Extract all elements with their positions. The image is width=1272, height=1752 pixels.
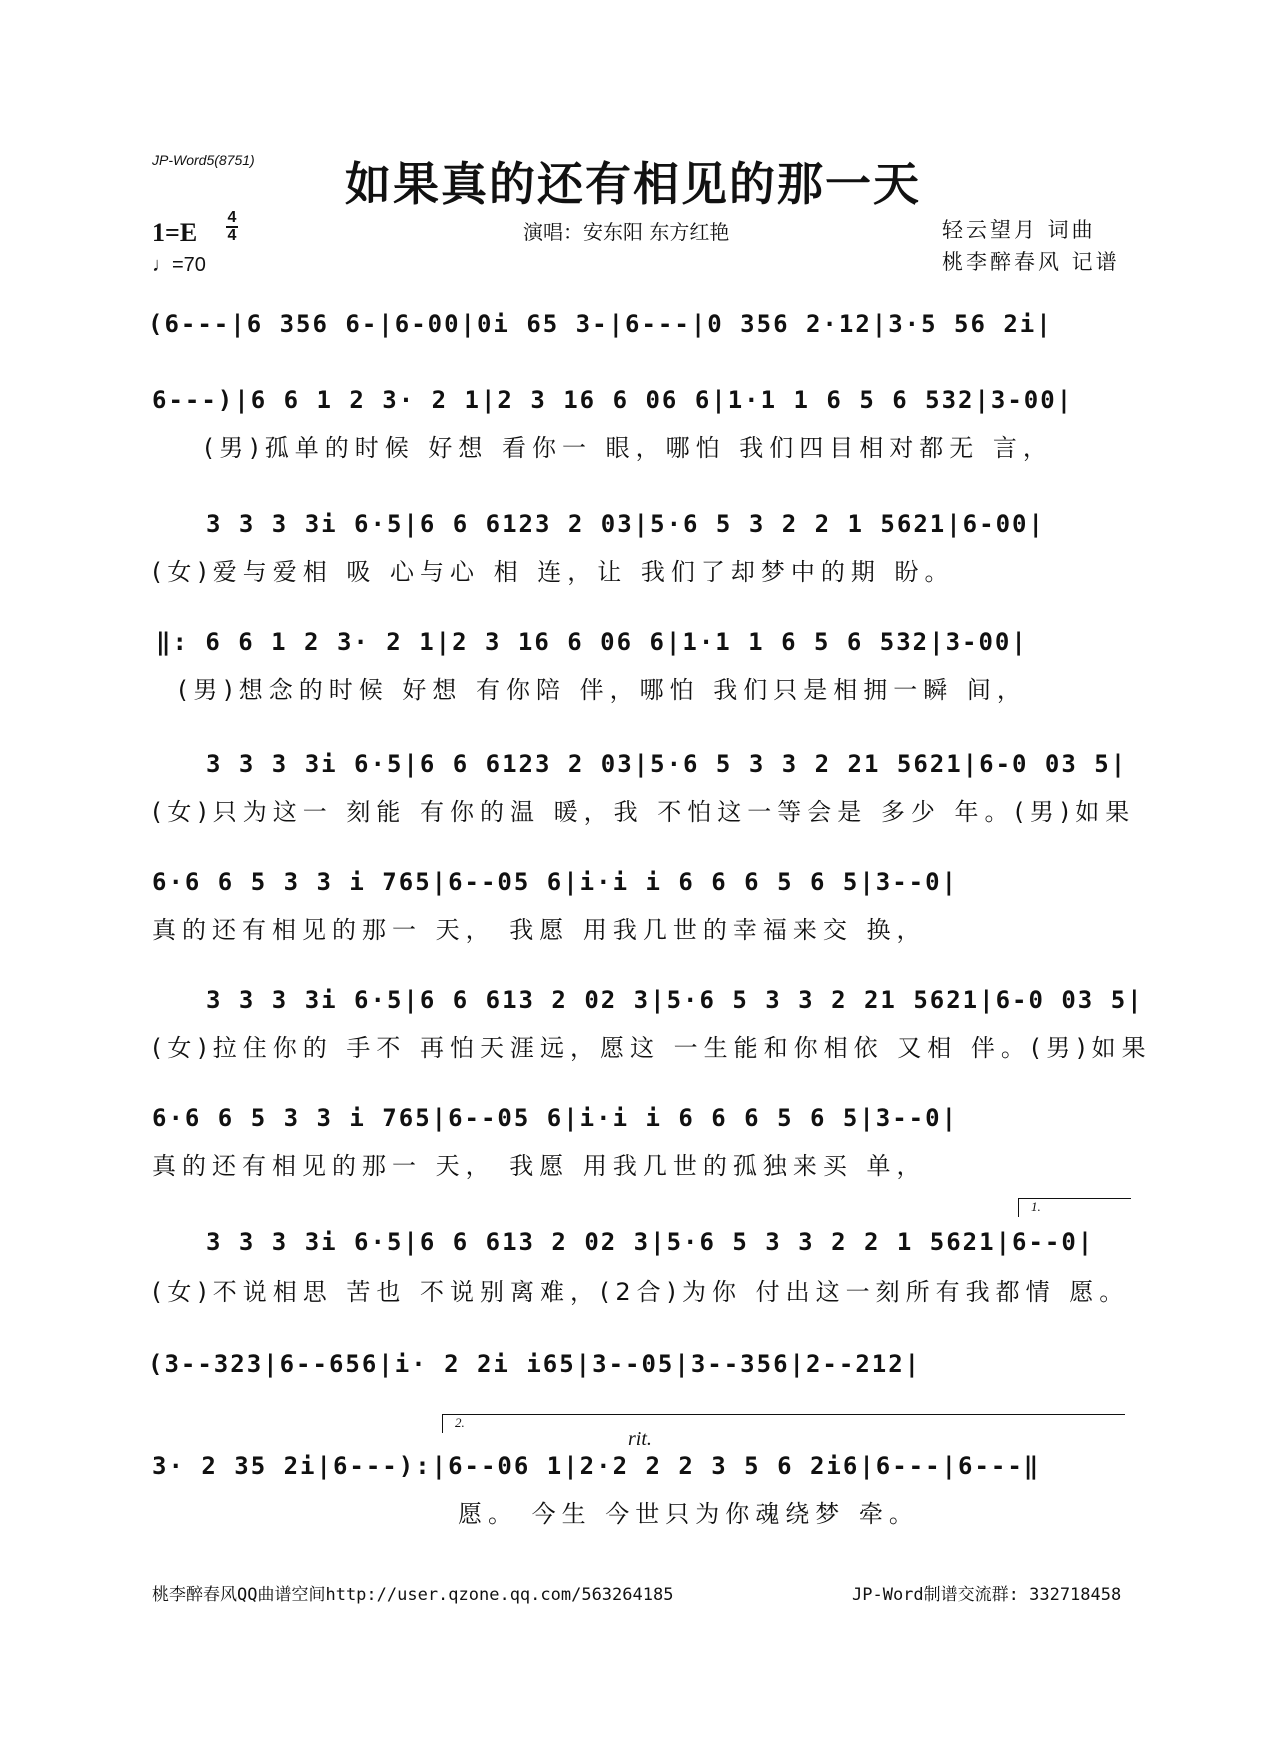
score-line-8: 6·6 6 5 3 3 i 765|6--05 6|i·i i 6 6 6 5 6 5|3--0| bbox=[152, 1104, 959, 1132]
score-line-10: (3--323|6--656|i· 2 2i i65|3--05|3--356|2--212| bbox=[148, 1350, 922, 1378]
lyrics-line-4: (男)想念的时候 好想 有你陪 伴，哪怕 我们只是相拥一瞬 间， bbox=[178, 676, 1027, 704]
time-signature-bottom: 4 bbox=[227, 227, 237, 244]
lyrics-line-7: (女)拉住你的 手不 再怕天涯远，愿这 一生能和你相依 又相 伴。(男)如果 bbox=[152, 1034, 1152, 1062]
score-line-9: 3 3 3 3i 6·5|6 6 613 2 02 3|5·6 5 3 3 2 2 1 5621|6--0| bbox=[206, 1228, 1095, 1256]
footer-right: JP-Word制谱交流群: 332718458 bbox=[852, 1585, 1122, 1605]
lyrics-line-9: (女)不说相思 苦也 不说别离难，(2合)为你 付出这一刻所有我都情 愿。 bbox=[152, 1278, 1130, 1306]
lyrics-line-6: 真的还有相见的那一 天， 我愿 用我几世的幸福来交 换， bbox=[152, 916, 927, 944]
time-signature-top: 4 bbox=[227, 209, 237, 226]
key-signature: 1=E bbox=[152, 218, 198, 247]
tempo-marking: ♩=70 bbox=[152, 254, 206, 276]
score-line-3: 3 3 3 3i 6·5|6 6 6123 2 03|5·6 5 3 2 2 1 5621|6-00| bbox=[206, 510, 1045, 538]
volta-1: 1. bbox=[1018, 1198, 1131, 1217]
volta-2: 2. bbox=[442, 1414, 1125, 1433]
footer-left: 桃李醉春风QQ曲谱空间http://user.qzone.qq.com/563264185 bbox=[152, 1585, 674, 1605]
score-line-6: 6·6 6 5 3 3 i 765|6--05 6|i·i i 6 6 6 5 6 5|3--0| bbox=[152, 868, 959, 896]
lyricist-credit: 轻云望月 词曲 bbox=[942, 218, 1096, 242]
score-line-5: 3 3 3 3i 6·5|6 6 6123 2 03|5·6 5 3 3 2 21 5621|6-0 03 5| bbox=[206, 750, 1128, 778]
score-line-2: 6---)|6 6 1 2 3· 2 1|2 3 16 6 06 6|1·1 1 6 5 6 532|3-00| bbox=[152, 386, 1074, 414]
singers-credit: 演唱：安东阳 东方红艳 bbox=[523, 220, 730, 244]
lyrics-line-8: 真的还有相见的那一 天， 我愿 用我几世的孤独来买 单， bbox=[152, 1152, 927, 1180]
time-signature bbox=[226, 210, 238, 244]
lyrics-line-2: (男)孤单的时候 好想 看你一 眼，哪怕 我们四目相对都无 言， bbox=[204, 434, 1053, 462]
lyrics-line-5: (女)只为这一 刻能 有你的温 暖，我 不怕这一等会是 多少 年。(男)如果 bbox=[152, 798, 1136, 826]
score-line-1: (6---|6 356 6-|6-00|0i 65 3-|6---|0 356 2·12|3·5 56 2i| bbox=[148, 310, 1053, 338]
score-line-4: ‖: 6 6 1 2 3· 2 1|2 3 16 6 06 6|1·1 1 6 5 6 532|3-00| bbox=[156, 628, 1028, 656]
score-line-11: 3· 2 35 2i|6---):|6--06 1|2·2 2 2 3 5 6 2i6|6---|6---‖ bbox=[152, 1452, 1041, 1480]
source-tag: JP-Word5(8751) bbox=[152, 152, 255, 168]
page-title: 如果真的还有相见的那一天 bbox=[345, 157, 921, 211]
transcriber-credit: 桃李醉春风 记谱 bbox=[942, 250, 1120, 274]
lyrics-line-11: 愿。 今生 今世只为你魂绕梦 牵。 bbox=[458, 1500, 919, 1528]
score-line-7: 3 3 3 3i 6·5|6 6 613 2 02 3|5·6 5 3 3 2 21 5621|6-0 03 5| bbox=[206, 986, 1144, 1014]
ritardando-marking: rit. bbox=[628, 1428, 652, 1450]
lyrics-line-3: (女)爱与爱相 吸 心与心 相 连，让 我们了却梦中的期 盼。 bbox=[152, 558, 955, 586]
